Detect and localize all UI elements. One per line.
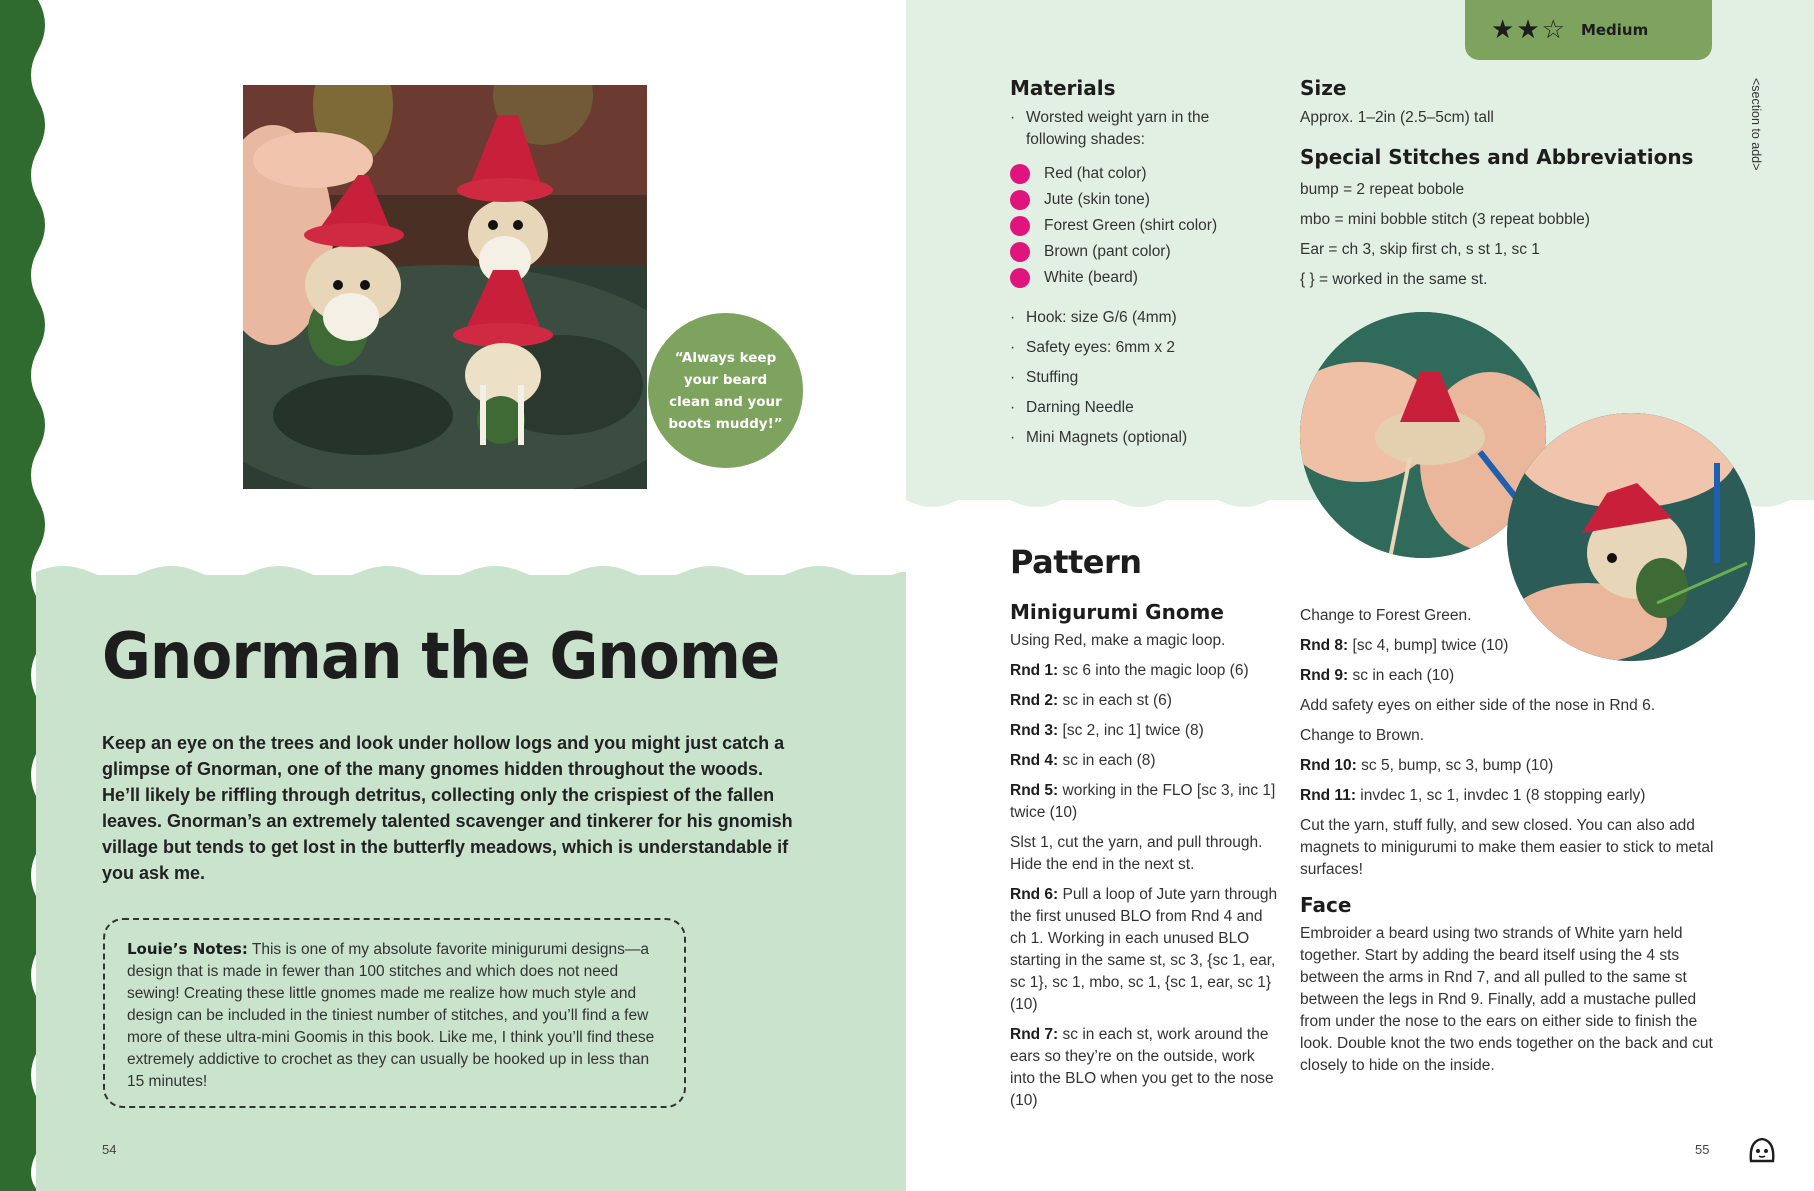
red-swatch-icon <box>1010 164 1030 184</box>
list-item: Rnd 2: sc in each st (6) <box>1010 692 1172 709</box>
materials-section <box>1010 76 1250 453</box>
pattern-subheading: Minigurumi Gnome <box>1010 600 1224 624</box>
quote-text: “Always keep your beard clean and your boots muddy!” <box>668 349 783 432</box>
list-item: Jute (skin tone) <box>1010 187 1250 213</box>
special-stitches-list <box>1300 175 1720 295</box>
list-item: Rnd 6: Pull a loop of Jute yarn through the first unused BLO from Rnd 4 and ch 1. Working in each unused BLO starting in the same st, sc 3, {sc 1, ear, sc 1}, sc 1, mbo, sc 1, {sc 1, ear, sc 1} (10) <box>1010 886 1278 1013</box>
list-item: Slst 1, cut the yarn, and pull through. Hide the end in the next st. <box>1010 834 1263 873</box>
list-item: White (beard) <box>1010 265 1250 291</box>
star-empty-icon: ☆ <box>1541 15 1565 45</box>
pattern-heading: Pattern <box>1010 543 1142 581</box>
size-heading: Size <box>1300 76 1347 100</box>
pattern-column-1 <box>1010 600 1280 1120</box>
difficulty-label: Medium <box>1580 21 1649 39</box>
list-item: · Stuffing <box>1010 363 1250 393</box>
list-item: · Hook: size G/6 (4mm) <box>1010 303 1250 333</box>
materials-intro-list <box>1010 107 1250 151</box>
notes-label: Louie’s Notes: <box>127 940 248 958</box>
page-number-left: 54 <box>102 1142 117 1157</box>
list-item: Rnd 8: [sc 4, bump] twice (10) <box>1300 637 1509 654</box>
list-item: Rnd 1: sc 6 into the magic loop (6) <box>1010 662 1249 679</box>
jute-swatch-icon <box>1010 190 1030 210</box>
size-text: Approx. 1–2in (2.5–5cm) tall <box>1300 109 1494 126</box>
list-item: mbo = mini bobble stitch (3 repeat bobble) <box>1300 211 1590 228</box>
intro-paragraph: Keep an eye on the trees and look under hollow logs and you might just catch a glimpse of Gnorman, one of the many gnomes hidden throughout the woods. He’ll likely be riffling through detritus, collecting only the crispiest of the fallen leaves. Gnorman’s an extremely talented scavenger and tinkerer for his gnomish village but tends to get lost in the butterfly meadows, which is understandable if you ask me. <box>102 733 793 883</box>
list-item: Rnd 3: [sc 2, inc 1] twice (8) <box>1010 722 1204 739</box>
tools-list <box>1010 303 1250 453</box>
louies-notes-box <box>103 918 686 1108</box>
pattern-title: Gnorman the Gnome <box>102 620 780 694</box>
list-item: Using Red, make a magic loop. <box>1010 632 1226 649</box>
list-item: Rnd 9: sc in each (10) <box>1300 667 1455 684</box>
list-item: Forest Green (shirt color) <box>1010 213 1250 239</box>
goomi-mascot-icon <box>1745 1133 1779 1167</box>
list-item: Rnd 7: sc in each st, work around the ears so they’re on the outside, work into the BLO when you get to the nose (10) <box>1010 1026 1274 1109</box>
list-item: Rnd 5: working in the FLO [sc 3, inc 1] twice (10) <box>1010 782 1276 821</box>
face-heading: Face <box>1300 893 1352 917</box>
quote-bubble <box>648 313 803 468</box>
notes-text: This is one of my absolute favorite minigurumi designs—a design that is made in fewer than 100 stitches and which does not need sewing! Creating these little gnomes made me realize how much style and design can be included in the tiniest number of stitches, and you’ll find a few more of these ultra-mini Goomis in this book. Like me, I think you’ll find these extremely addictive to crochet as they can usually be hooked up in less than 15 minutes! <box>127 941 655 1090</box>
brown-swatch-icon <box>1010 242 1030 262</box>
star-filled-icon: ★ <box>1491 15 1515 45</box>
difficulty-tab <box>1465 0 1712 60</box>
list-item: Change to Forest Green. <box>1300 607 1472 624</box>
list-item: Add safety eyes on either side of the nose in Rnd 6. <box>1300 697 1656 714</box>
pattern-steps-1 <box>1010 630 1280 1112</box>
materials-intro: · Worsted weight yarn in the following shades: <box>1010 107 1250 151</box>
gnome-photo <box>243 85 647 489</box>
list-item: Change to Brown. <box>1300 727 1425 744</box>
white-swatch-icon <box>1010 268 1030 288</box>
list-item: Rnd 4: sc in each (8) <box>1010 752 1156 769</box>
page-number-right: 55 <box>1695 1142 1710 1157</box>
pattern-column-2 <box>1300 605 1720 1077</box>
list-item: Cut the yarn, stuff fully, and sew closed. You can also add magnets to minigurumi to make them easier to stick to metal surfaces! <box>1300 817 1714 878</box>
list-item: Rnd 10: sc 5, bump, sc 3, bump (10) <box>1300 757 1554 774</box>
list-item: Brown (pant color) <box>1010 239 1250 265</box>
list-item: · Darning Needle <box>1010 393 1250 423</box>
list-item: Ear = ch 3, skip first ch, s st 1, sc 1 <box>1300 241 1540 258</box>
list-item: Rnd 11: invdec 1, sc 1, invdec 1 (8 stopping early) <box>1300 787 1646 804</box>
face-text: Embroider a beard using two strands of White yarn held together. Start by adding the beard itself using the 4 sts between the arms in Rnd 7, and all pulled to the same st between the legs in Rnd 9. Finally, add a mustache pulled from under the nose to the ears on either side to finish the look. Double knot the two ends together on the back and cut closely to hide on the inside. <box>1300 925 1713 1074</box>
materials-heading: Materials <box>1010 76 1116 100</box>
special-stitches-heading: Special Stitches and Abbreviations <box>1300 145 1694 169</box>
list-item: · Safety eyes: 6mm x 2 <box>1010 333 1250 363</box>
size-section <box>1300 76 1720 295</box>
list-item: Red (hat color) <box>1010 161 1250 187</box>
section-side-label: <section to add> <box>1749 78 1763 171</box>
star-filled-icon: ★ <box>1516 15 1540 45</box>
green-swatch-icon <box>1010 216 1030 236</box>
list-item: · Mini Magnets (optional) <box>1010 423 1250 453</box>
list-item: bump = 2 repeat bobole <box>1300 181 1465 198</box>
list-item: { } = worked in the same st. <box>1300 271 1488 288</box>
yarn-list <box>1010 161 1250 291</box>
pattern-steps-2 <box>1300 605 1720 881</box>
